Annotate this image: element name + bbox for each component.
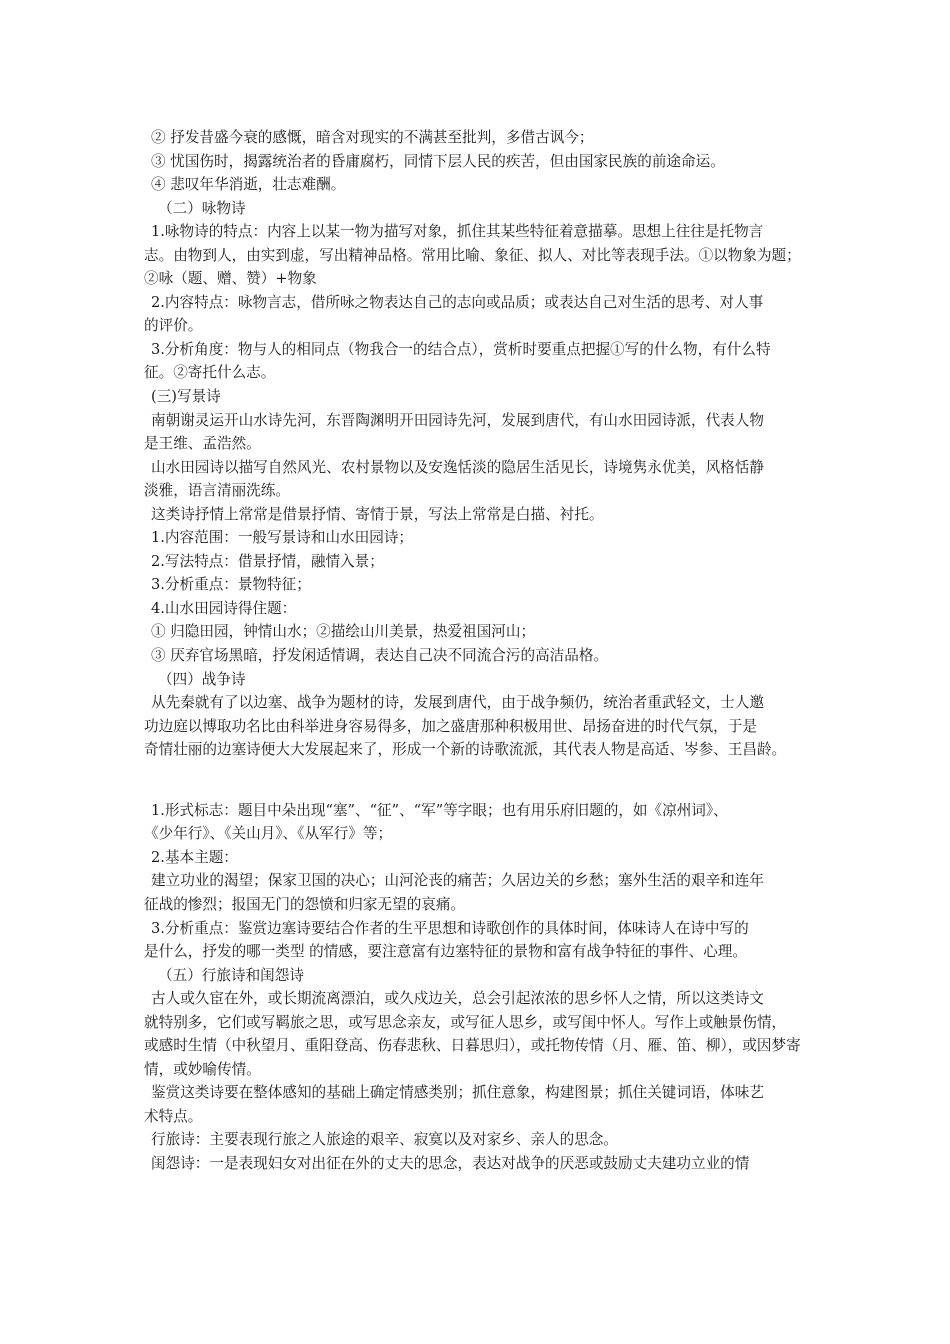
text-line: 的评价。	[144, 317, 203, 335]
paragraph	[144, 526, 820, 550]
text-line: 《少年行》、《关山月》、《从军行》等；	[144, 825, 393, 843]
text-line: 2.写法特点：借景抒情，融情入景；	[151, 552, 384, 570]
paragraph	[144, 917, 820, 964]
text-line: 山水田园诗以描写自然风光、农村景物以及安逸恬淡的隐居生活见长，诗境隽永优美，风格恬静	[151, 458, 764, 476]
paragraph	[144, 799, 820, 846]
text-line: 淡雅，语言清丽洗练。	[144, 482, 290, 500]
paragraph	[144, 869, 820, 916]
paragraph	[144, 691, 820, 762]
paragraph	[144, 456, 820, 503]
text-line: 从先秦就有了以边塞、战争为题材的诗，发展到唐代，由于战争频仍，统治者重武轻文，士人邀	[151, 694, 764, 712]
paragraph	[144, 126, 820, 150]
paragraph	[144, 597, 820, 621]
paragraph	[144, 846, 820, 870]
paragraph	[144, 620, 820, 644]
paragraph	[144, 644, 820, 668]
text-line: 情，或妙喻传情。	[144, 1060, 261, 1078]
paragraph	[144, 291, 820, 338]
text-line: 这类诗抒情上常常是借景抒情、寄情于景，写法上常常是白描、衬托。	[151, 505, 604, 523]
text-line: 3.分析角度：物与人的相同点（物我合一的结合点），赏析时要重点把握①写的什么物，有什么特	[151, 340, 771, 358]
paragraph	[144, 668, 820, 692]
text-line: 3.分析重点：景物特征；	[151, 576, 311, 594]
text-line: 就特别多，它们或写羁旅之思，或写思念亲友，或写征人思乡，或写闺中怀人。写作上或触景伤情，	[144, 1013, 787, 1031]
paragraph	[144, 964, 820, 988]
text-line: 闺怨诗：一是表现妇女对出征在外的丈夫的思念，表达对战争的厌恶或鼓励丈夫建功立业的情	[151, 1154, 750, 1172]
text-line: （五）行旅诗和闺怨诗	[158, 966, 304, 984]
paragraph	[144, 409, 820, 456]
text-line: 1.咏物诗的特点：内容上以某一物为描写对象，抓住其某些特征着意描摹。思想上往往是托物言	[151, 223, 764, 241]
paragraph	[144, 220, 820, 291]
text-line: 2.内容特点：咏物言志，借所咏之物表达自己的志向或品质；或表达自己对生活的思考、对人事	[151, 293, 764, 311]
text-line: 1.内容范围：一般写景诗和山水田园诗；	[151, 529, 414, 547]
text-line: 功边庭以博取功名比由科举进身容易得多，加之盛唐那种积极用世、昂扬奋进的时代气氛，于是	[144, 717, 757, 735]
text-line: 术特点。	[144, 1107, 203, 1125]
text-line: 是王维、孟浩然。	[144, 435, 261, 453]
paragraph-gap	[144, 762, 820, 799]
text-line: ④ 悲叹年华消逝，壮志难酬。	[151, 176, 346, 194]
paragraph	[144, 1081, 820, 1128]
text-line: 建立功业的渴望；保家卫国的决心；山河沦丧的痛苦；久居边关的乡愁；塞外生活的艰辛和连年	[151, 872, 764, 890]
text-line: 征战的惨烈；报国无门的怨愤和归家无望的哀痛。	[144, 895, 466, 913]
text-line: ③ 忧国伤时，揭露统治者的昏庸腐朽，同情下层人民的疾苦，但由国家民族的前途命运。	[151, 152, 725, 170]
paragraph	[144, 173, 820, 197]
paragraph	[144, 1128, 820, 1152]
paragraph	[144, 503, 820, 527]
paragraph	[144, 1152, 820, 1176]
text-line: （四）战争诗	[158, 670, 246, 688]
text-line: ③ 厌弃官场黑暗，抒发闲适情调，表达自己决不同流合污的高洁品格。	[151, 647, 609, 665]
text-line: ① 归隐田园，钟情山水；②描绘山川美景，热爱祖国河山；	[151, 623, 536, 641]
text-line: 4.山水田园诗得住题：	[151, 599, 297, 617]
paragraph	[144, 550, 820, 574]
text-line: 是什么，抒发的哪一类型 的情感，要注意富有边塞特征的景物和富有战争特征的事件、心理。	[144, 943, 747, 961]
text-line: （二）咏物诗	[158, 199, 246, 217]
text-line: (三)写景诗	[151, 388, 221, 406]
text-line: 奇情壮丽的边塞诗便大大发展起来了，形成一个新的诗歌流派，其代表人物是高适、岑参、王昌龄。	[144, 741, 787, 759]
paragraph	[144, 385, 820, 409]
paragraph	[144, 987, 820, 1081]
text-line: 或感时生情（中秋望月、重阳登高、伤春悲秋、日暮思归），或托物传情（月、雁、笛、柳），或因梦寄	[144, 1037, 801, 1055]
text-line: 行旅诗：主要表现行旅之人旅途的艰辛、寂寞以及对家乡、亲人的思念。	[151, 1131, 619, 1149]
text-line: ②咏（题、赠、赞）+物象	[144, 270, 317, 288]
text-line: ② 抒发昔盛今衰的感慨，暗含对现实的不满甚至批判，多借古讽今；	[151, 129, 594, 146]
text-line: 征。②寄托什么志。	[144, 364, 276, 382]
text-line: 2.基本主题：	[151, 848, 238, 866]
text-line: 1.形式标志：题目中朵出现“塞”、“征”、“军”等字眼；也有用乐府旧题的，如《凉州词》、	[151, 801, 728, 819]
text-line: 志。由物到人，由实到虚，写出精神品格。常用比喻、象征、拟人、对比等表现手法。①以物象为题；	[144, 246, 801, 264]
document-body	[144, 126, 820, 1176]
paragraph	[144, 338, 820, 385]
text-line: 古人或久宦在外，或长期流离漂泊，或久戍边关，总会引起浓浓的思乡怀人之情，所以这类诗文	[151, 990, 764, 1008]
paragraph	[144, 197, 820, 221]
text-line: 南朝谢灵运开山水诗先河，东晋陶渊明开田园诗先河，发展到唐代，有山水田园诗派，代表人物	[151, 411, 764, 429]
paragraph	[144, 150, 820, 174]
text-line: 3.分析重点：鉴赏边塞诗要结合作者的生平思想和诗歌创作的具体时间，体味诗人在诗中写的	[151, 919, 749, 937]
text-line: 鉴赏这类诗要在整体感知的基础上确定情感类别；抓住意象，构建图景；抓住关键词语，体味艺	[151, 1084, 764, 1102]
paragraph	[144, 573, 820, 597]
